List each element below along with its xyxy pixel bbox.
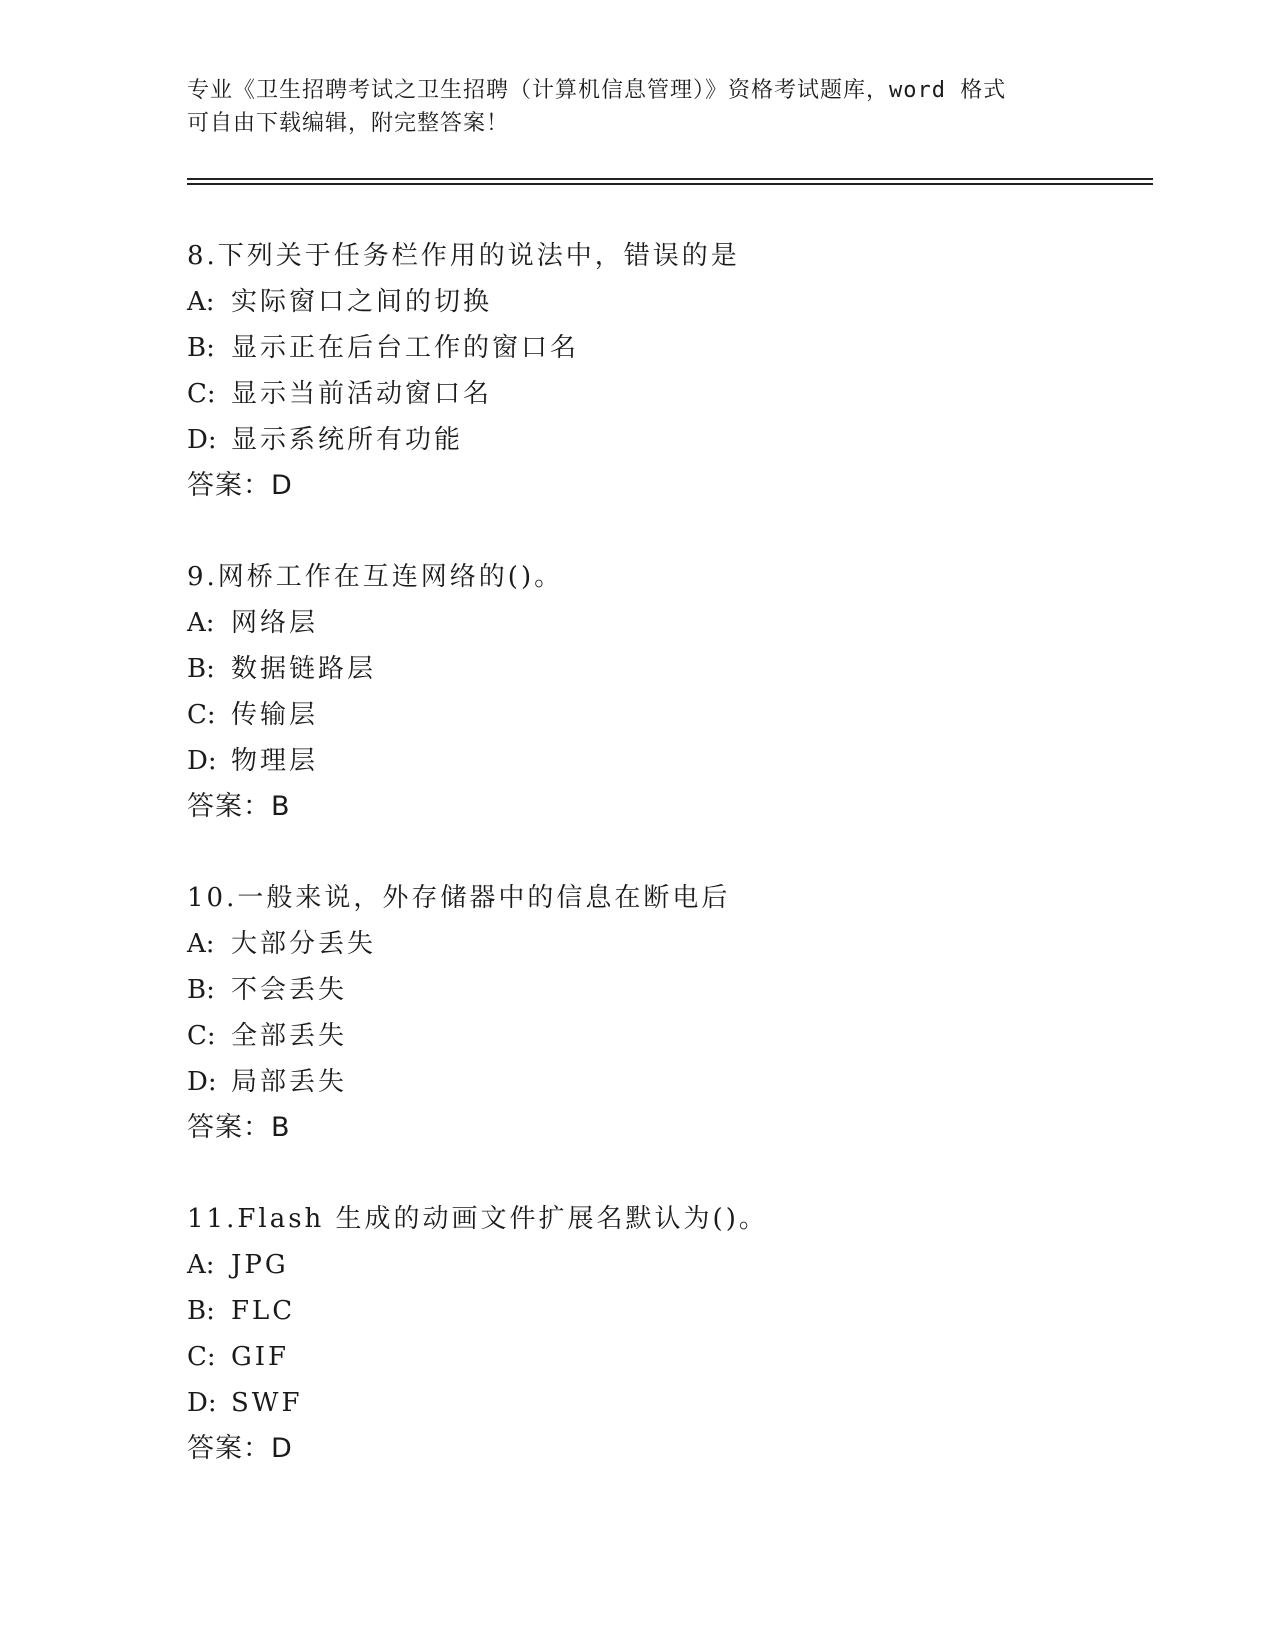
- option-text: 传输层: [231, 700, 319, 730]
- option-b: [187, 646, 1147, 692]
- option-a: [187, 921, 1147, 967]
- question-title: 11.Flash 生成的动画文件扩展名默认为()。: [187, 1204, 768, 1234]
- option-text: 局部丢失: [231, 1067, 348, 1097]
- question-10: [187, 875, 1147, 1151]
- answer-line: 答案：B: [187, 1112, 291, 1143]
- option-d: [187, 1059, 1147, 1105]
- option-key: D:: [187, 746, 217, 776]
- option-key: C:: [187, 700, 216, 730]
- header-divider-top: [187, 178, 1153, 180]
- question-8: [187, 233, 1147, 509]
- option-text: 网络层: [231, 608, 319, 638]
- option-text: 数据链路层: [231, 654, 377, 684]
- header-line-1: 专业《卫生招聘考试之卫生招聘（计算机信息管理）》资格考试题库，word 格式: [187, 78, 1007, 103]
- option-a: [187, 1242, 1147, 1288]
- question-9: [187, 554, 1147, 830]
- option-text: SWF: [231, 1388, 303, 1418]
- option-key: B:: [187, 1296, 215, 1326]
- option-key: D:: [187, 425, 217, 455]
- option-b: [187, 325, 1147, 371]
- option-a: [187, 600, 1147, 646]
- question-11: [187, 1196, 1147, 1472]
- option-key: D:: [187, 1067, 217, 1097]
- option-d: [187, 738, 1147, 784]
- option-key: C:: [187, 379, 216, 409]
- option-text: 全部丢失: [231, 1021, 348, 1051]
- question-title: 8.下列关于任务栏作用的说法中，错误的是: [187, 241, 740, 271]
- option-text: 不会丢失: [231, 975, 348, 1005]
- option-key: C:: [187, 1021, 216, 1051]
- option-key: A:: [187, 929, 215, 959]
- option-key: B:: [187, 975, 215, 1005]
- option-text: 大部分丢失: [231, 929, 377, 959]
- option-d: [187, 417, 1147, 463]
- option-text: FLC: [231, 1296, 296, 1326]
- option-c: [187, 692, 1147, 738]
- option-text: 显示当前活动窗口名: [231, 379, 493, 409]
- option-key: A:: [187, 287, 215, 317]
- question-list: [187, 233, 1147, 1472]
- option-key: C:: [187, 1342, 216, 1372]
- question-title: 10.一般来说，外存储器中的信息在断电后: [187, 883, 731, 913]
- option-text: 显示系统所有功能: [231, 425, 464, 455]
- option-key: D:: [187, 1388, 217, 1418]
- document-header: [187, 74, 1087, 140]
- header-line-2: 可自由下载编辑，附完整答案！: [187, 111, 510, 136]
- header-divider-bottom: [187, 183, 1153, 185]
- option-key: B:: [187, 654, 215, 684]
- option-text: JPG: [231, 1250, 289, 1280]
- option-key: A:: [187, 1250, 215, 1280]
- option-c: [187, 1013, 1147, 1059]
- answer-line: 答案：D: [187, 1433, 293, 1464]
- option-text: 实际窗口之间的切换: [231, 287, 493, 317]
- option-d: [187, 1380, 1147, 1426]
- option-text: 显示正在后台工作的窗口名: [231, 333, 580, 363]
- option-text: GIF: [231, 1342, 290, 1372]
- option-c: [187, 1334, 1147, 1380]
- option-b: [187, 1288, 1147, 1334]
- question-title: 9.网桥工作在互连网络的()。: [187, 562, 564, 592]
- option-key: A:: [187, 608, 215, 638]
- option-key: B:: [187, 333, 215, 363]
- option-b: [187, 967, 1147, 1013]
- option-text: 物理层: [231, 746, 319, 776]
- option-c: [187, 371, 1147, 417]
- answer-line: 答案：B: [187, 791, 291, 822]
- answer-line: 答案：D: [187, 470, 293, 501]
- option-a: [187, 279, 1147, 325]
